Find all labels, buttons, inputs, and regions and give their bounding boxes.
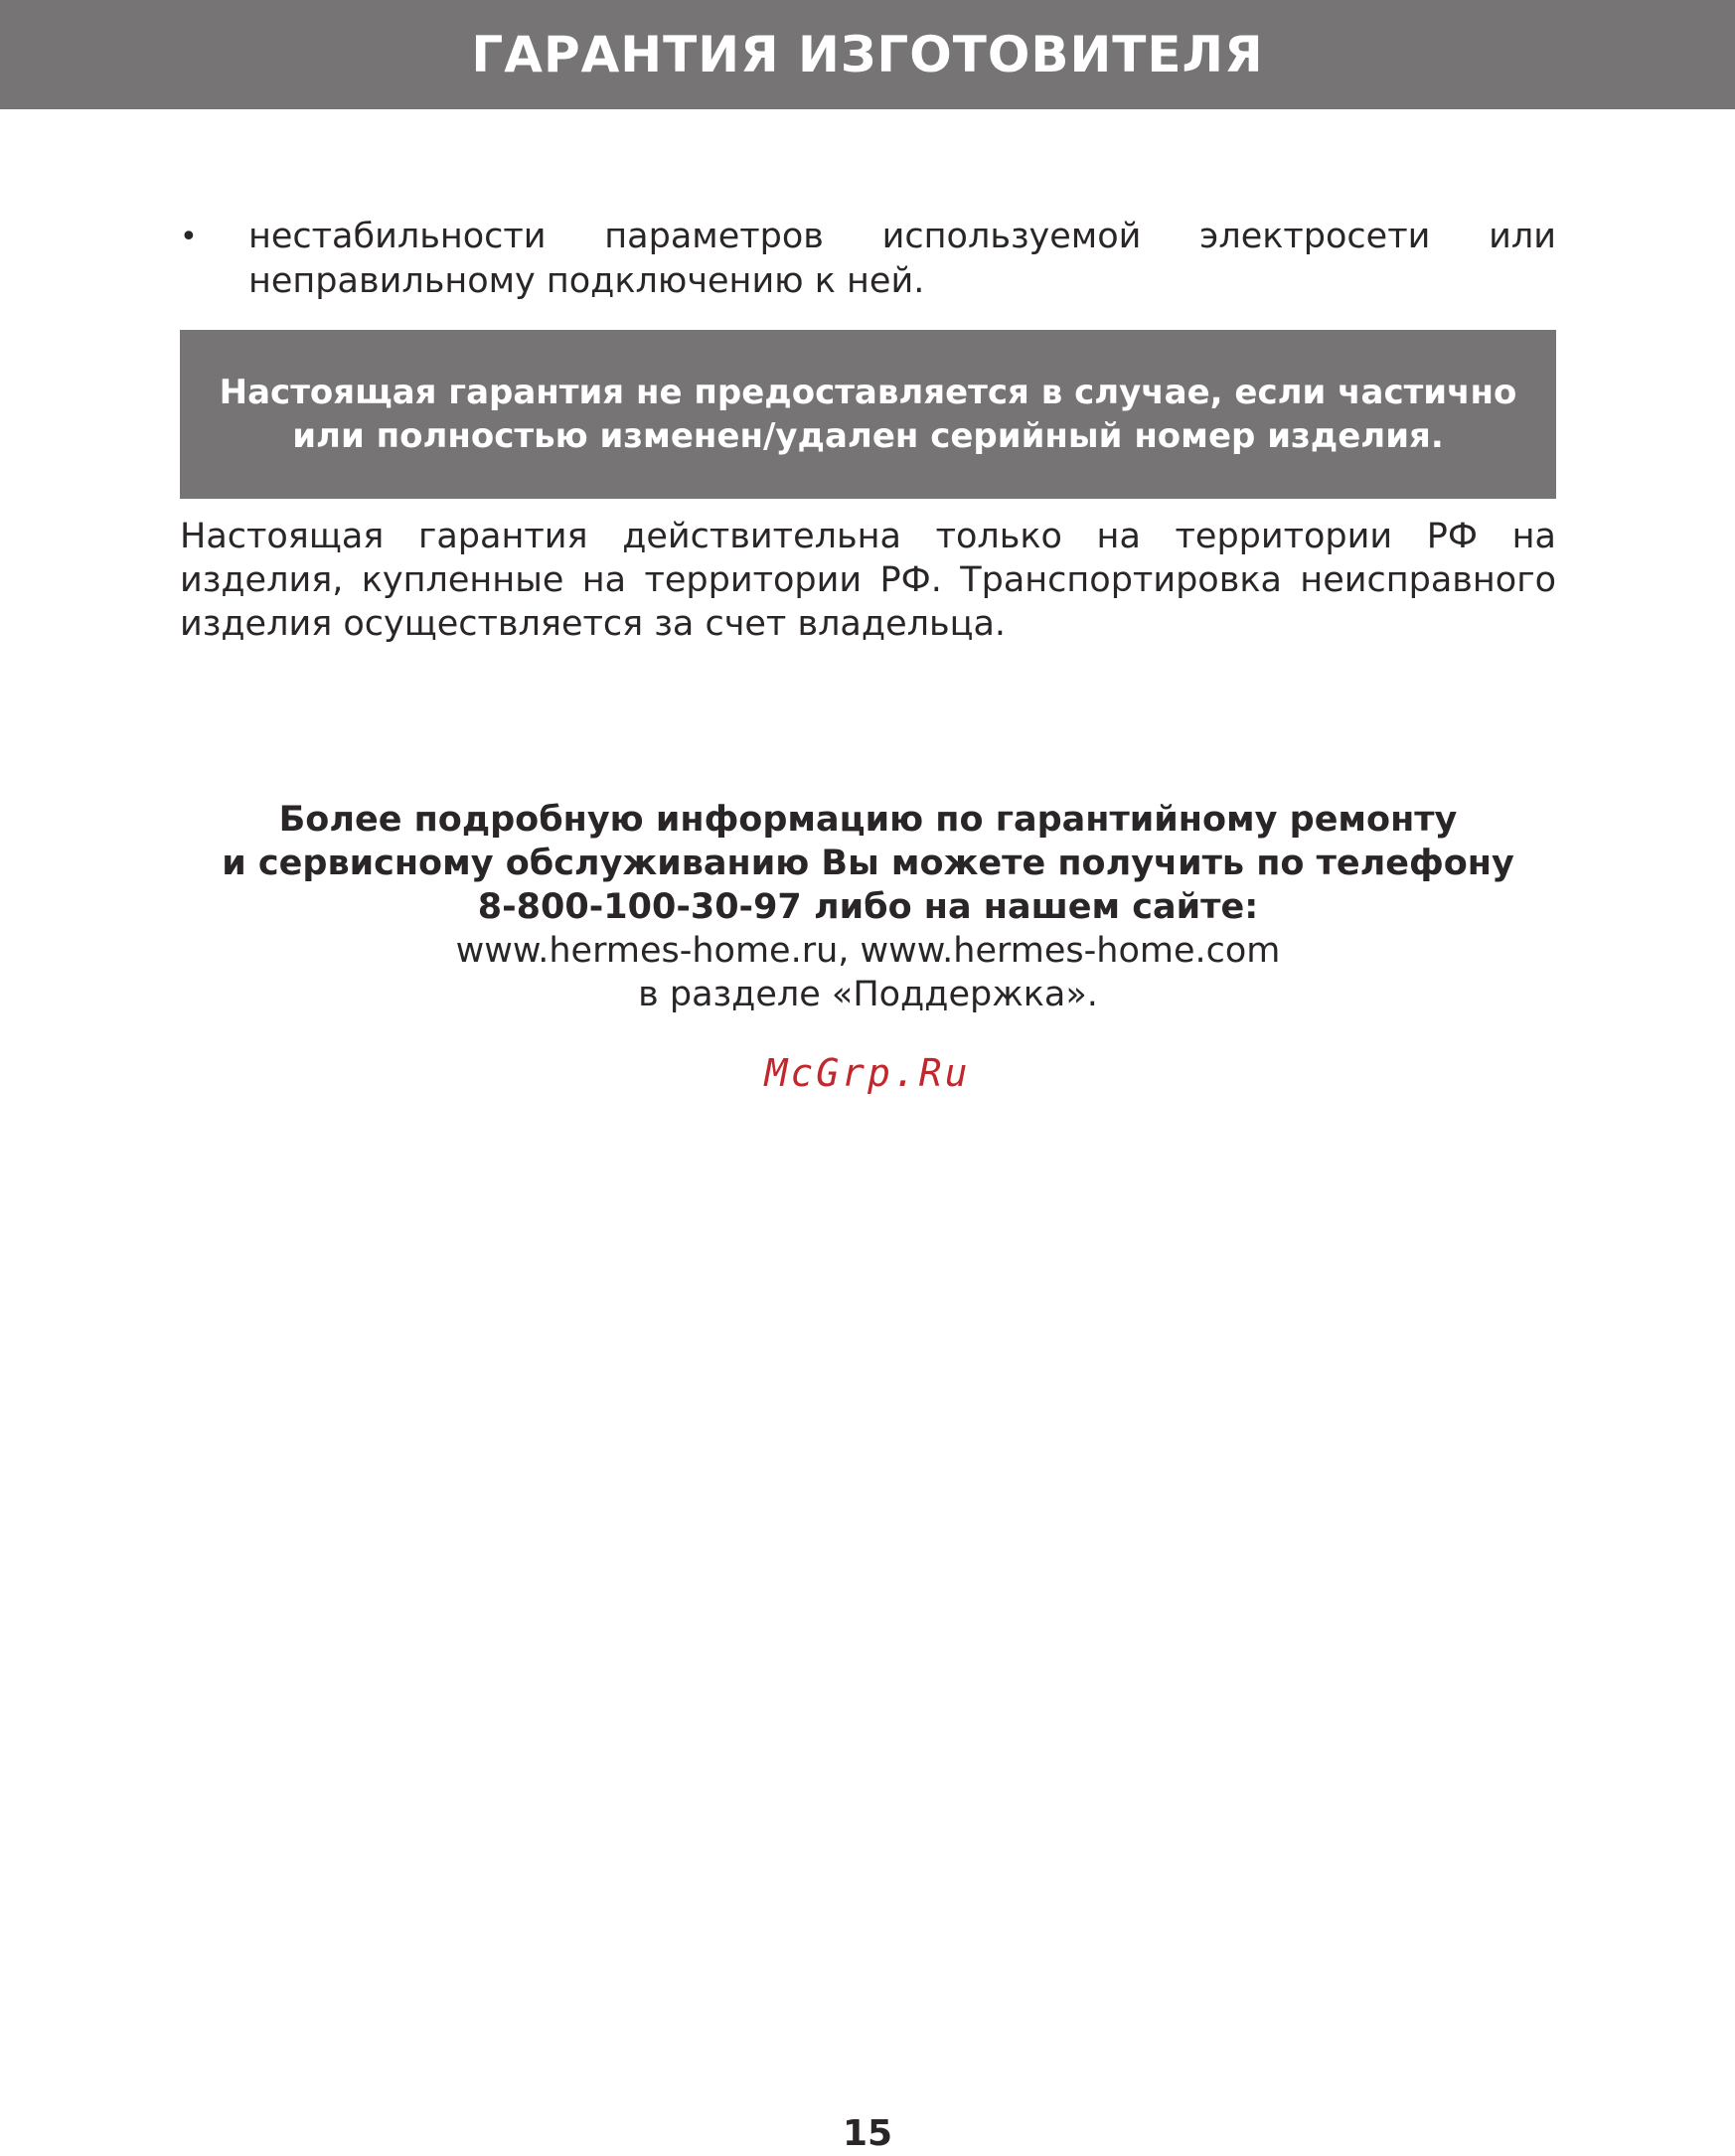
bullet-text: нестабильности параметров используемой электросети или неправильному подключению к ней. — [248, 217, 1556, 301]
bullet-icon: • — [180, 220, 198, 254]
notice-line-1: Настоящая гарантия не предоставляется в случае, если частично — [219, 373, 1517, 412]
header-bar — [0, 0, 1735, 109]
watermark: McGrp.Ru — [764, 1051, 971, 1095]
support-info-line-2: и сервисному обслуживанию Вы можете получить по телефону — [222, 844, 1514, 883]
bullet-list-item — [180, 215, 1556, 304]
page-number: 15 — [842, 2113, 893, 2154]
page-title: ГАРАНТИЯ ИЗГОТОВИТЕЛЯ — [471, 26, 1264, 83]
support-website-links: www.hermes-home.ru, www.hermes-home.com — [455, 931, 1281, 971]
notice-box — [180, 330, 1556, 499]
support-section-note: в разделе «Поддержка». — [638, 975, 1098, 1014]
validity-paragraph: Настоящая гарантия действительна только на территории РФ на изделия, купленные на территории РФ. Транспортировка неисправного изделия осуществляется за счет владельца. — [180, 517, 1556, 644]
support-phone-line: 8-800-100-30-97 либо на нашем сайте: — [477, 887, 1259, 927]
support-info-line-1: Более подробную информацию по гарантийному ремонту — [278, 800, 1458, 840]
notice-line-2: или полностью изменен/удален серийный номер изделия. — [292, 416, 1444, 456]
support-info-block — [180, 798, 1556, 1016]
